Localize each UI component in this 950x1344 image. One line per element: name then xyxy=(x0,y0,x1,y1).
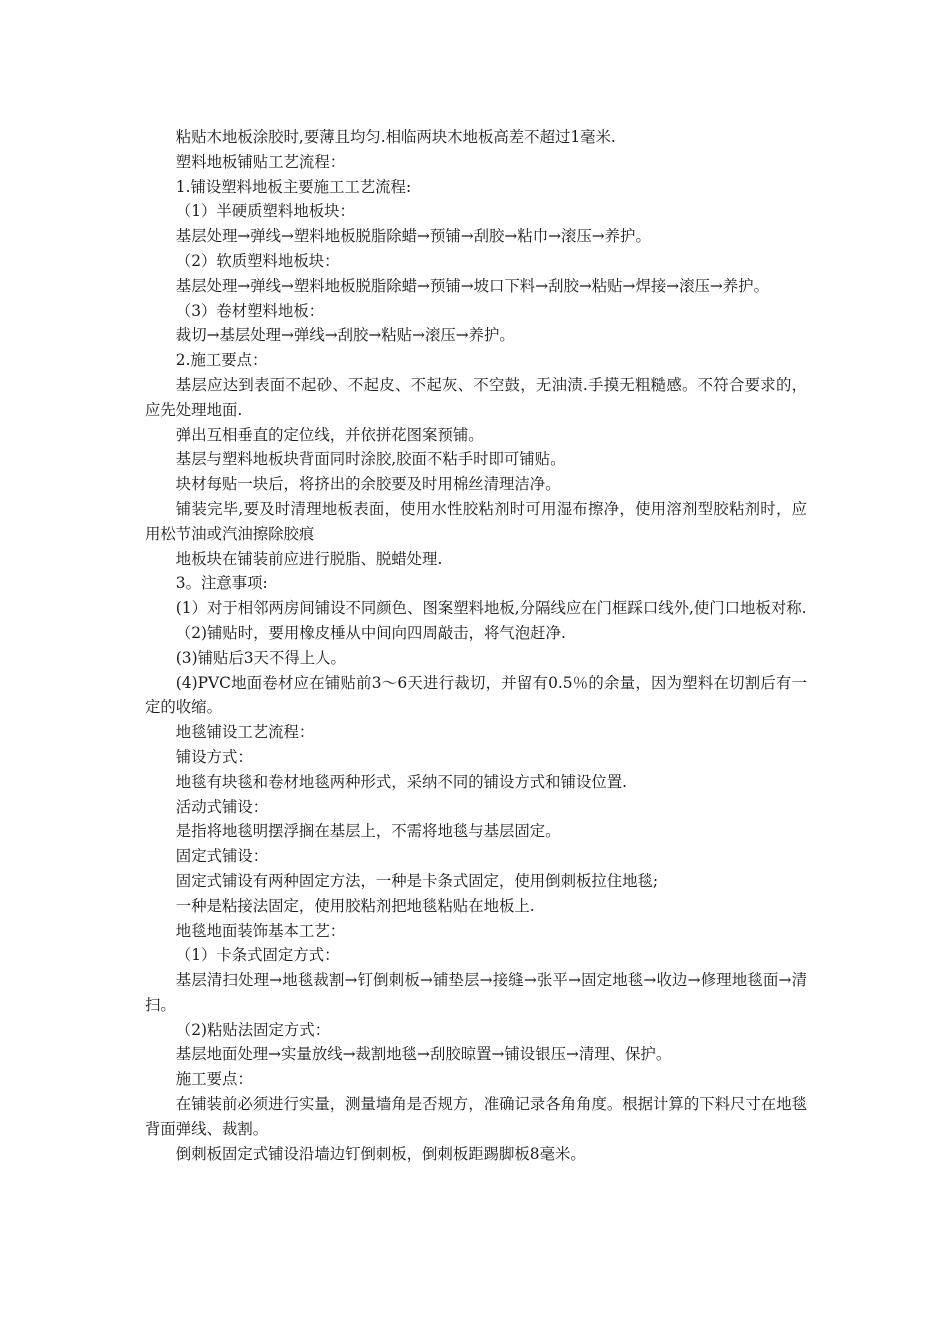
paragraph: 固定式铺设有两种固定方法，一种是卡条式固定，使用倒刺板拉住地毯; xyxy=(175,871,659,890)
paragraph: (1）对于相邻两房间铺设不同颜色、图案塑料地板,分隔线应在门框踩口线外,使门口地板对称. xyxy=(175,599,807,618)
paragraph: 基层与塑料地板块背面同时涂胶,胶面不粘手时即可铺贴。 xyxy=(175,450,566,469)
paragraph: （2）软质塑料地板块： xyxy=(175,251,340,270)
paragraph: 基层处理→弹线→塑料地板脱脂除蜡→预铺→刮胶→粘巾→滚压→养护。 xyxy=(175,227,651,246)
paragraph: 活动式铺设： xyxy=(175,797,269,816)
paragraph: (3)铺贴后3天不得上人。 xyxy=(175,648,346,667)
paragraph: （3）卷材塑料地板： xyxy=(175,301,325,320)
paragraph: 基层处理→弹线→塑料地板脱脂除蜡→预铺→坡口下料→刮胶→粘贴→焊接→滚压→养护。 xyxy=(175,276,769,295)
paragraph: 地毯地面装饰基本工艺： xyxy=(175,921,346,940)
paragraph: 铺设方式： xyxy=(175,747,253,766)
paragraph: 弹出互相垂直的定位线，并依拼花图案预铺。 xyxy=(175,425,484,444)
paragraph: 1.铺设塑料地板主要施工工艺流程: xyxy=(175,177,412,196)
paragraph: 块材每贴一块后，将挤出的余胶要及时用棉丝清理洁净。 xyxy=(175,475,561,494)
document-body xyxy=(145,125,807,1166)
paragraph: 倒刺板固定式铺设沿墙边钉倒刺板，倒刺板距踢脚板8毫米。 xyxy=(175,1144,586,1163)
paragraph: 固定式铺设： xyxy=(175,847,269,866)
paragraph: 地板块在铺装前应进行脱脂、脱蜡处理. xyxy=(175,549,443,568)
paragraph: （2)粘贴法固定方式： xyxy=(175,1020,331,1039)
paragraph: 在铺装前必须进行实量，测量墙角是否规方，准确记录各角角度。根据计算的下料尺寸在地毯背面弹线、裁割。 xyxy=(145,1095,807,1138)
paragraph: 基层应达到表面不起砂、不起皮、不起灰、不空鼓，无油渍.手摸无粗糙感。不符合要求的，应先处理地面. xyxy=(145,375,807,419)
paragraph: 地毯铺设工艺流程： xyxy=(175,723,315,742)
paragraph: 施工要点： xyxy=(175,1070,253,1089)
paragraph: （1）卡条式固定方式： xyxy=(175,946,340,965)
paragraph: （2)铺贴时，要用橡皮棰从中间向四周敲击，将气泡赶净. xyxy=(175,623,566,642)
paragraph: 基层地面处理→实量放线→裁割地毯→刮胶晾置→铺设银压→清理、保护。 xyxy=(175,1045,672,1064)
paragraph: (4)PVC地面卷材应在铺贴前3～6天进行裁切，并留有0.5％的余量，因为塑料在切割后有一定的收缩。 xyxy=(145,673,807,717)
paragraph: 地毯有块毯和卷材地毯两种形式，采纳不同的铺设方式和铺设位置. xyxy=(175,772,628,791)
paragraph: 基层清扫处理→地毯裁割→钉倒刺板→铺垫层→接缝→张平→固定地毯→收边→修理地毯面→清扫。 xyxy=(145,971,807,1014)
paragraph: 粘贴木地板涂胶时,要薄且均匀.相临两块木地板高差不超过1毫米. xyxy=(175,128,616,146)
paragraph: （1）半硬质塑料地板块： xyxy=(175,202,355,221)
paragraph: 裁切→基层处理→弹线→刮胶→粘贴→滚压→养护。 xyxy=(175,326,515,345)
paragraph: 铺装完毕,要及时清理地板表面，使用水性胶粘剂时可用湿布擦净，使用溶剂型胶粘剂时，应用松节油或汽油擦除胶痕 xyxy=(145,499,807,543)
paragraph: 一种是粘接法固定，使用胶粘剂把地毯粘贴在地板上. xyxy=(175,896,535,915)
paragraph: 2.施工要点： xyxy=(175,351,268,370)
paragraph: 塑料地板铺贴工艺流程： xyxy=(175,152,346,171)
paragraph: 是指将地毯明摆浮搁在基层上，不需将地毯与基层固定。 xyxy=(175,822,561,841)
paragraph: 3。注意事项: xyxy=(175,574,268,593)
